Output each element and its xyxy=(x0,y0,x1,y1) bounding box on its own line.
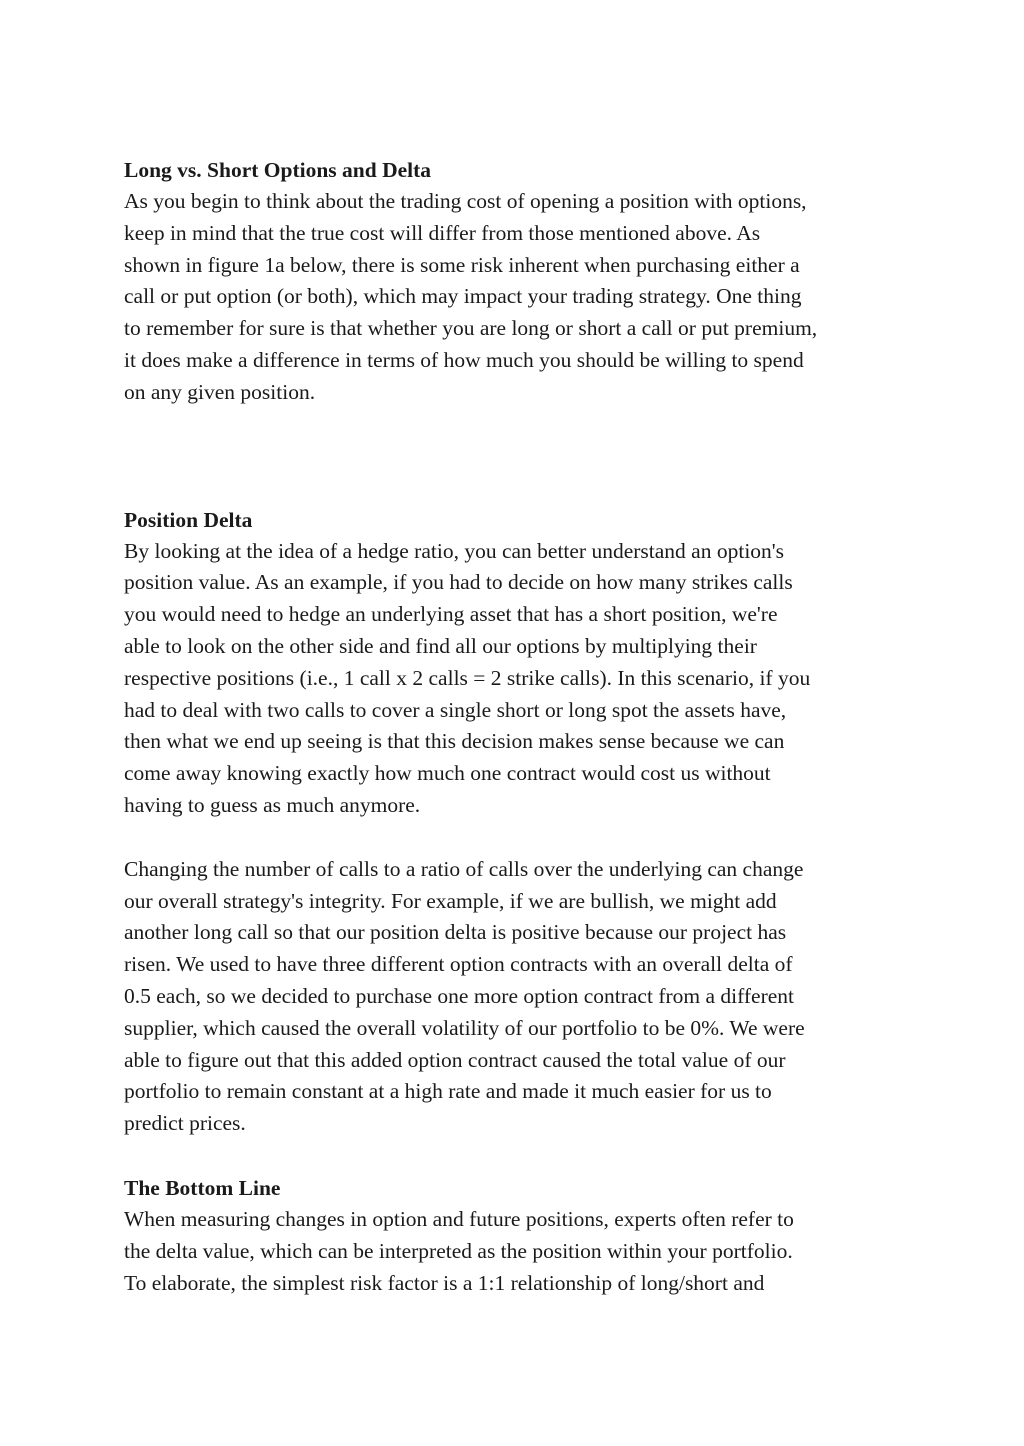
text-line: able to look on the other side and find all our options by multiplying their xyxy=(124,633,757,658)
section-bottom-line xyxy=(124,1172,914,1299)
text-line: able to figure out that this added option contract caused the total value of our xyxy=(124,1047,786,1072)
paragraph xyxy=(124,1204,914,1299)
section-heading: The Bottom Line xyxy=(124,1175,281,1200)
text-line: supplier, which caused the overall volatility of our portfolio to be 0%. We were xyxy=(124,1015,805,1040)
text-line: it does make a difference in terms of how much you should be willing to spend xyxy=(124,347,804,372)
section-heading: Position Delta xyxy=(124,507,253,532)
text-line: portfolio to remain constant at a high rate and made it much easier for us to xyxy=(124,1079,772,1104)
text-line: another long call so that our position delta is positive because our project has xyxy=(124,920,787,945)
text-line: When measuring changes in option and future positions, experts often refer to xyxy=(124,1206,794,1231)
text-line: come away knowing exactly how much one contract would cost us without xyxy=(124,761,771,786)
text-line: respective positions (i.e., 1 call x 2 calls = 2 strike calls). In this scenario, if you xyxy=(124,665,811,690)
text-line: to remember for sure is that whether you are long or short a call or put premium, xyxy=(124,316,818,341)
blank-space xyxy=(124,409,914,504)
blank-space xyxy=(124,1140,914,1172)
text-line: By looking at the idea of a hedge ratio, you can better understand an option's xyxy=(124,538,785,563)
text-line: To elaborate, the simplest risk factor is a 1:1 relationship of long/short and xyxy=(124,1270,765,1295)
text-line: the delta value, which can be interpreted as the position within your portfolio. xyxy=(124,1238,793,1263)
text-line: had to deal with two calls to cover a single short or long spot the assets have, xyxy=(124,697,787,722)
section-heading: Long vs. Short Options and Delta xyxy=(124,158,432,182)
text-line: position value. As an example, if you had to decide on how many strikes calls xyxy=(124,570,793,595)
section-long-vs-short xyxy=(124,154,914,409)
text-line: Changing the number of calls to a ratio of calls over the underlying can change xyxy=(124,856,804,881)
document-page xyxy=(124,154,914,1299)
text-line: shown in figure 1a below, there is some risk inherent when purchasing either a xyxy=(124,252,800,277)
text-line: on any given position. xyxy=(124,379,316,404)
text-line: keep in mind that the true cost will differ from those mentioned above. As xyxy=(124,220,761,245)
text-line: our overall strategy's integrity. For example, if we are bullish, we might add xyxy=(124,888,777,913)
text-line: having to guess as much anymore. xyxy=(124,792,421,817)
section-position-delta xyxy=(124,504,914,1140)
paragraph xyxy=(124,186,914,409)
text-line: As you begin to think about the trading cost of opening a position with options, xyxy=(124,189,807,213)
text-line: call or put option (or both), which may impact your trading strategy. One thing xyxy=(124,284,802,309)
paragraph xyxy=(124,854,914,1140)
paragraph xyxy=(124,536,914,822)
text-line: then what we end up seeing is that this decision makes sense because we can xyxy=(124,729,785,754)
text-line: you would need to hedge an underlying asset that has a short position, we're xyxy=(124,602,778,627)
blank-space xyxy=(124,822,914,854)
text-line: 0.5 each, so we decided to purchase one more option contract from a different xyxy=(124,983,795,1008)
text-line: risen. We used to have three different option contracts with an overall delta of xyxy=(124,952,793,977)
text-line: predict prices. xyxy=(124,1111,246,1136)
